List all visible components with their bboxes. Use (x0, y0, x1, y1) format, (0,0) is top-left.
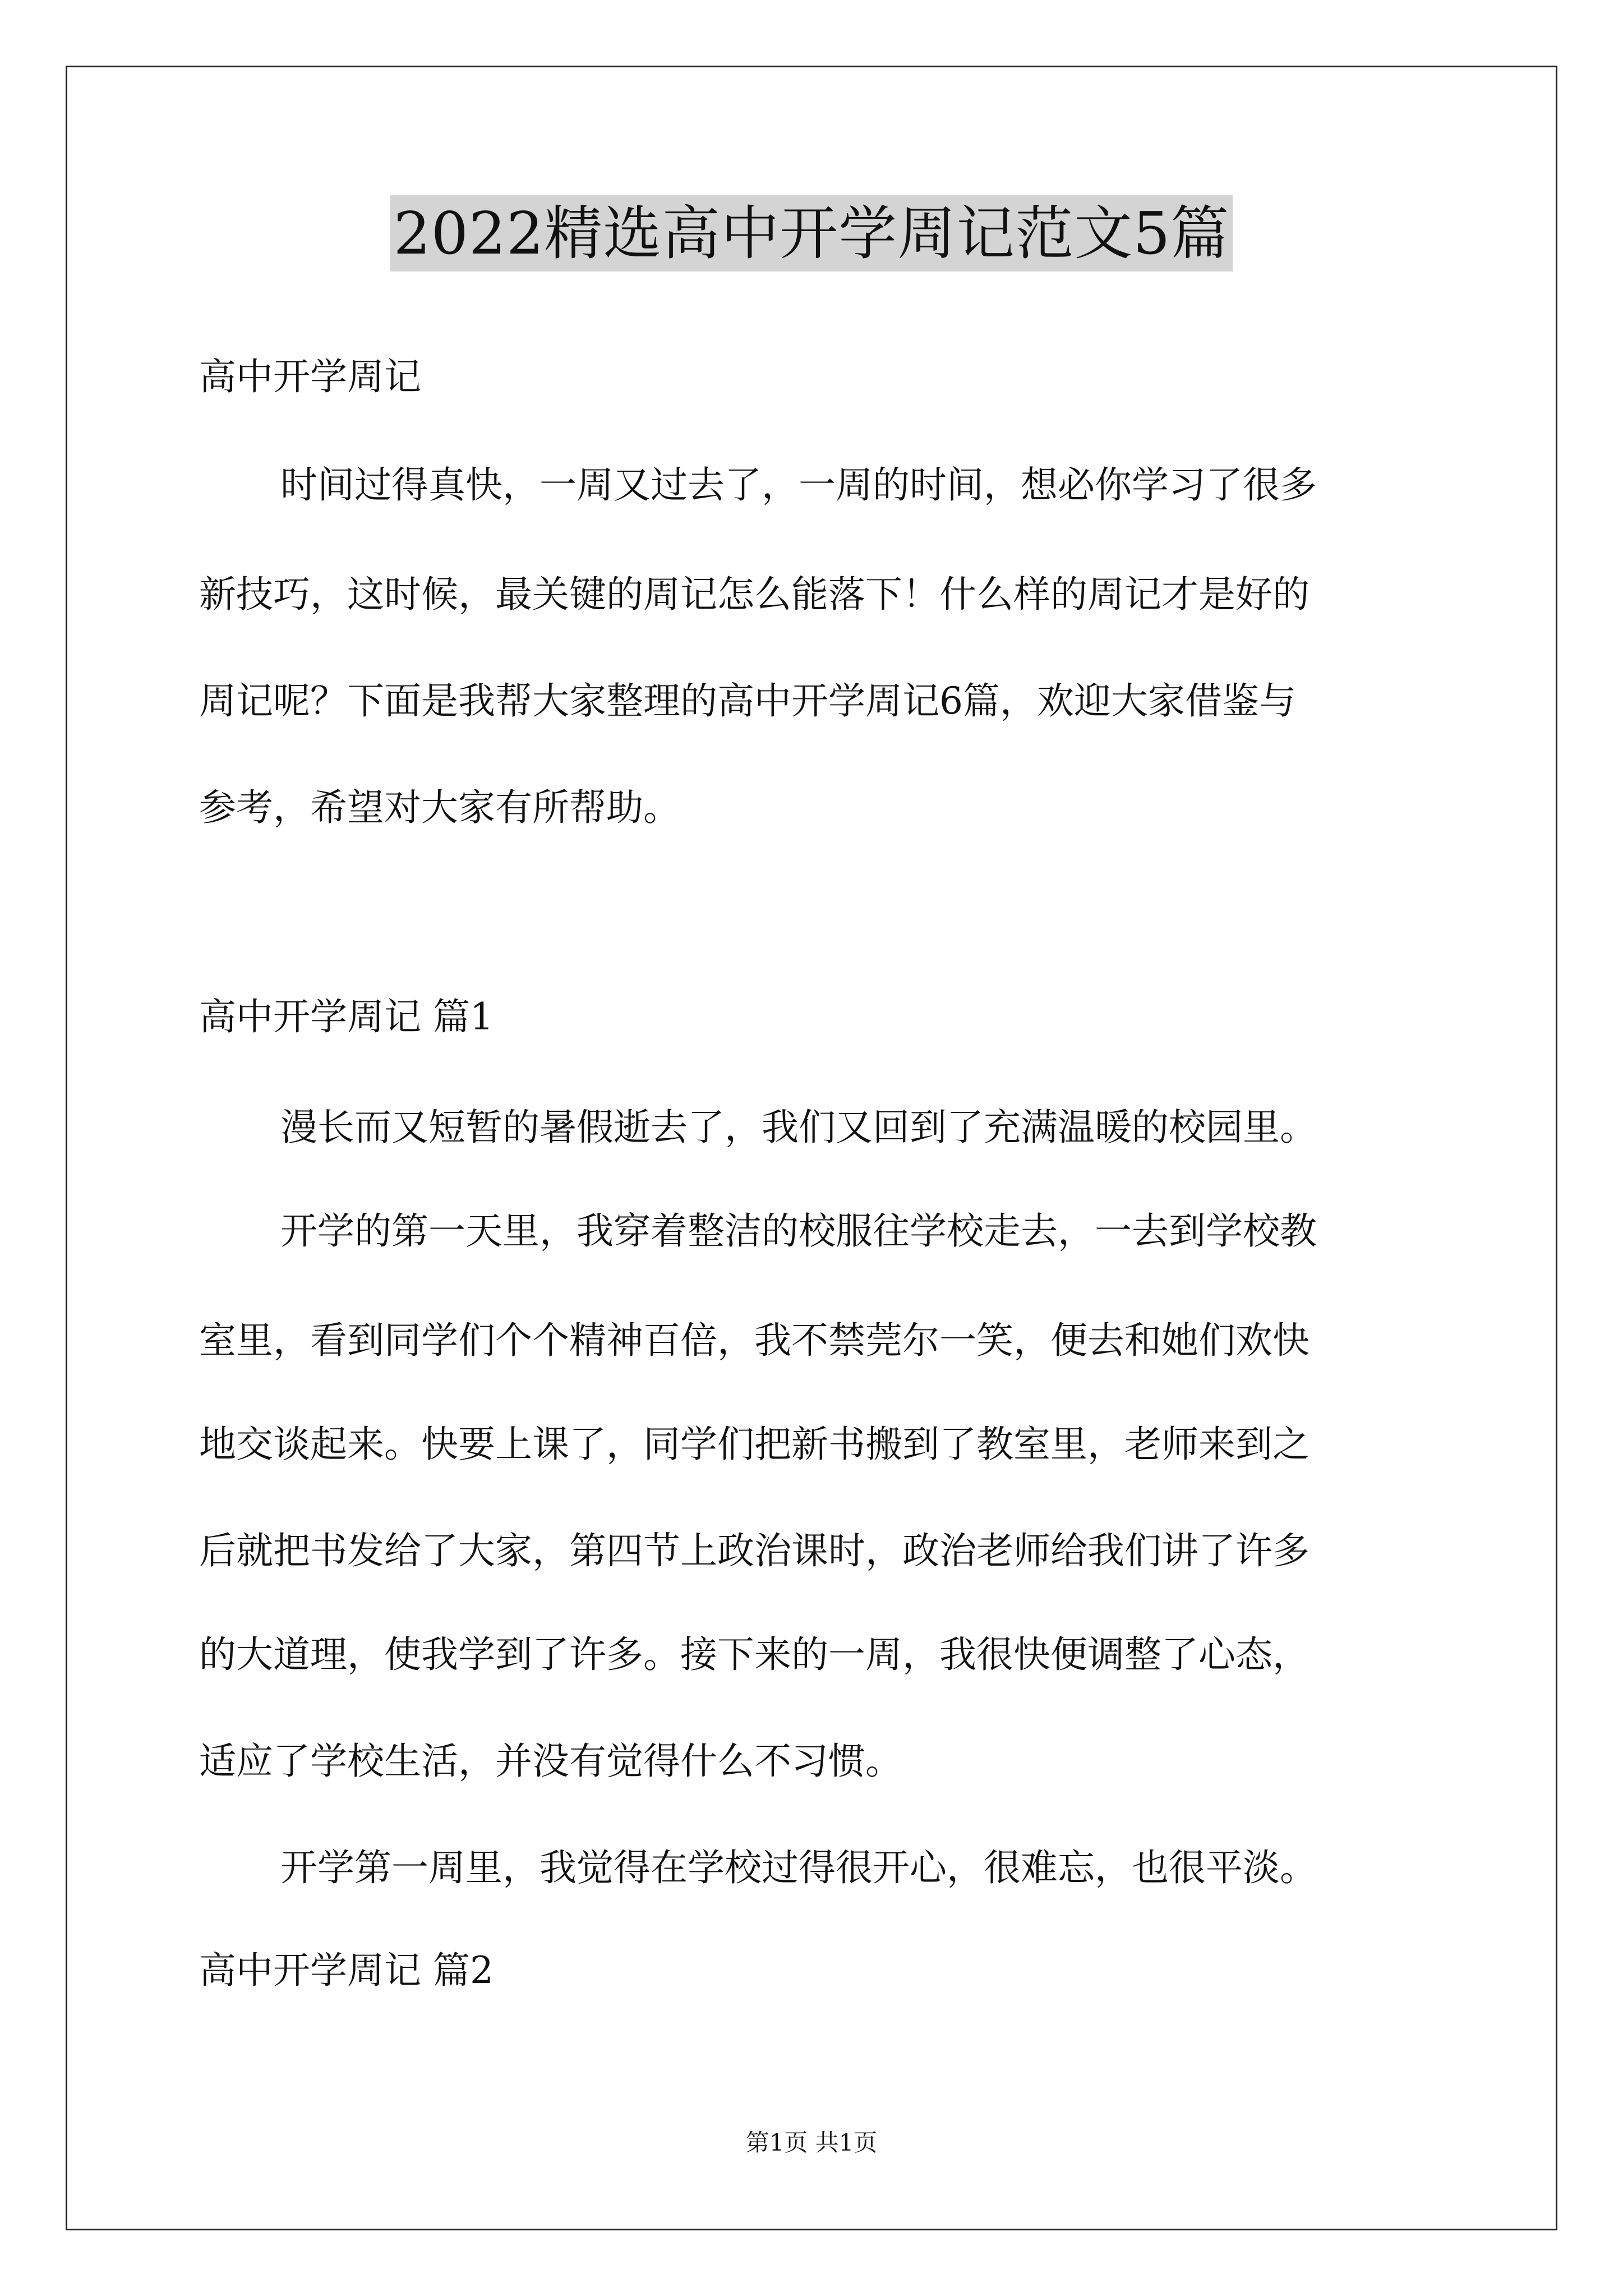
section-heading: 高中开学周记 篇1 (199, 995, 494, 1038)
section-heading: 高中开学周记 (199, 355, 421, 398)
paragraph-line: 新技巧，这时候，最关键的周记怎么能落下！什么样的周记才是好的 (199, 573, 1310, 616)
section-heading: 高中开学周记 篇2 (199, 1949, 494, 1992)
paragraph-line: 开学的第一天里，我穿着整洁的校服往学校走去，一去到学校教 (280, 1209, 1317, 1253)
title-container (0, 195, 1623, 272)
document-title: 2022精选高中开学周记范文5篇 (390, 195, 1233, 272)
paragraph-line: 适应了学校生活，并没有觉得什么不习惯。 (199, 1740, 902, 1783)
page-footer: 第1页 共1页 (745, 2129, 878, 2156)
paragraph-line: 室里，看到同学们个个精神百倍，我不禁莞尔一笑，便去和她们欢快 (199, 1319, 1310, 1362)
paragraph-line: 开学第一周里，我觉得在学校过得很开心，很难忘，也很平淡。 (280, 1846, 1317, 1889)
paragraph-line: 参考，希望对大家有所帮助。 (199, 786, 680, 829)
paragraph-line: 漫长而又短暂的暑假逝去了，我们又回到了充满温暖的校园里。 (280, 1106, 1317, 1149)
paragraph-line: 周记呢？下面是我帮大家整理的高中开学周记6篇，欢迎大家借鉴与 (199, 679, 1296, 723)
paragraph-line: 的大道理，使我学到了许多。接下来的一周，我很快便调整了心态， (199, 1633, 1310, 1676)
paragraph-line: 地交谈起来。快要上课了，同学们把新书搬到了教室里，老师来到之 (199, 1423, 1310, 1466)
paragraph-line: 时间过得真快，一周又过去了，一周的时间，想必你学习了很多 (280, 463, 1317, 507)
paragraph-line: 后就把书发给了大家，第四节上政治课时，政治老师给我们讲了许多 (199, 1529, 1310, 1572)
